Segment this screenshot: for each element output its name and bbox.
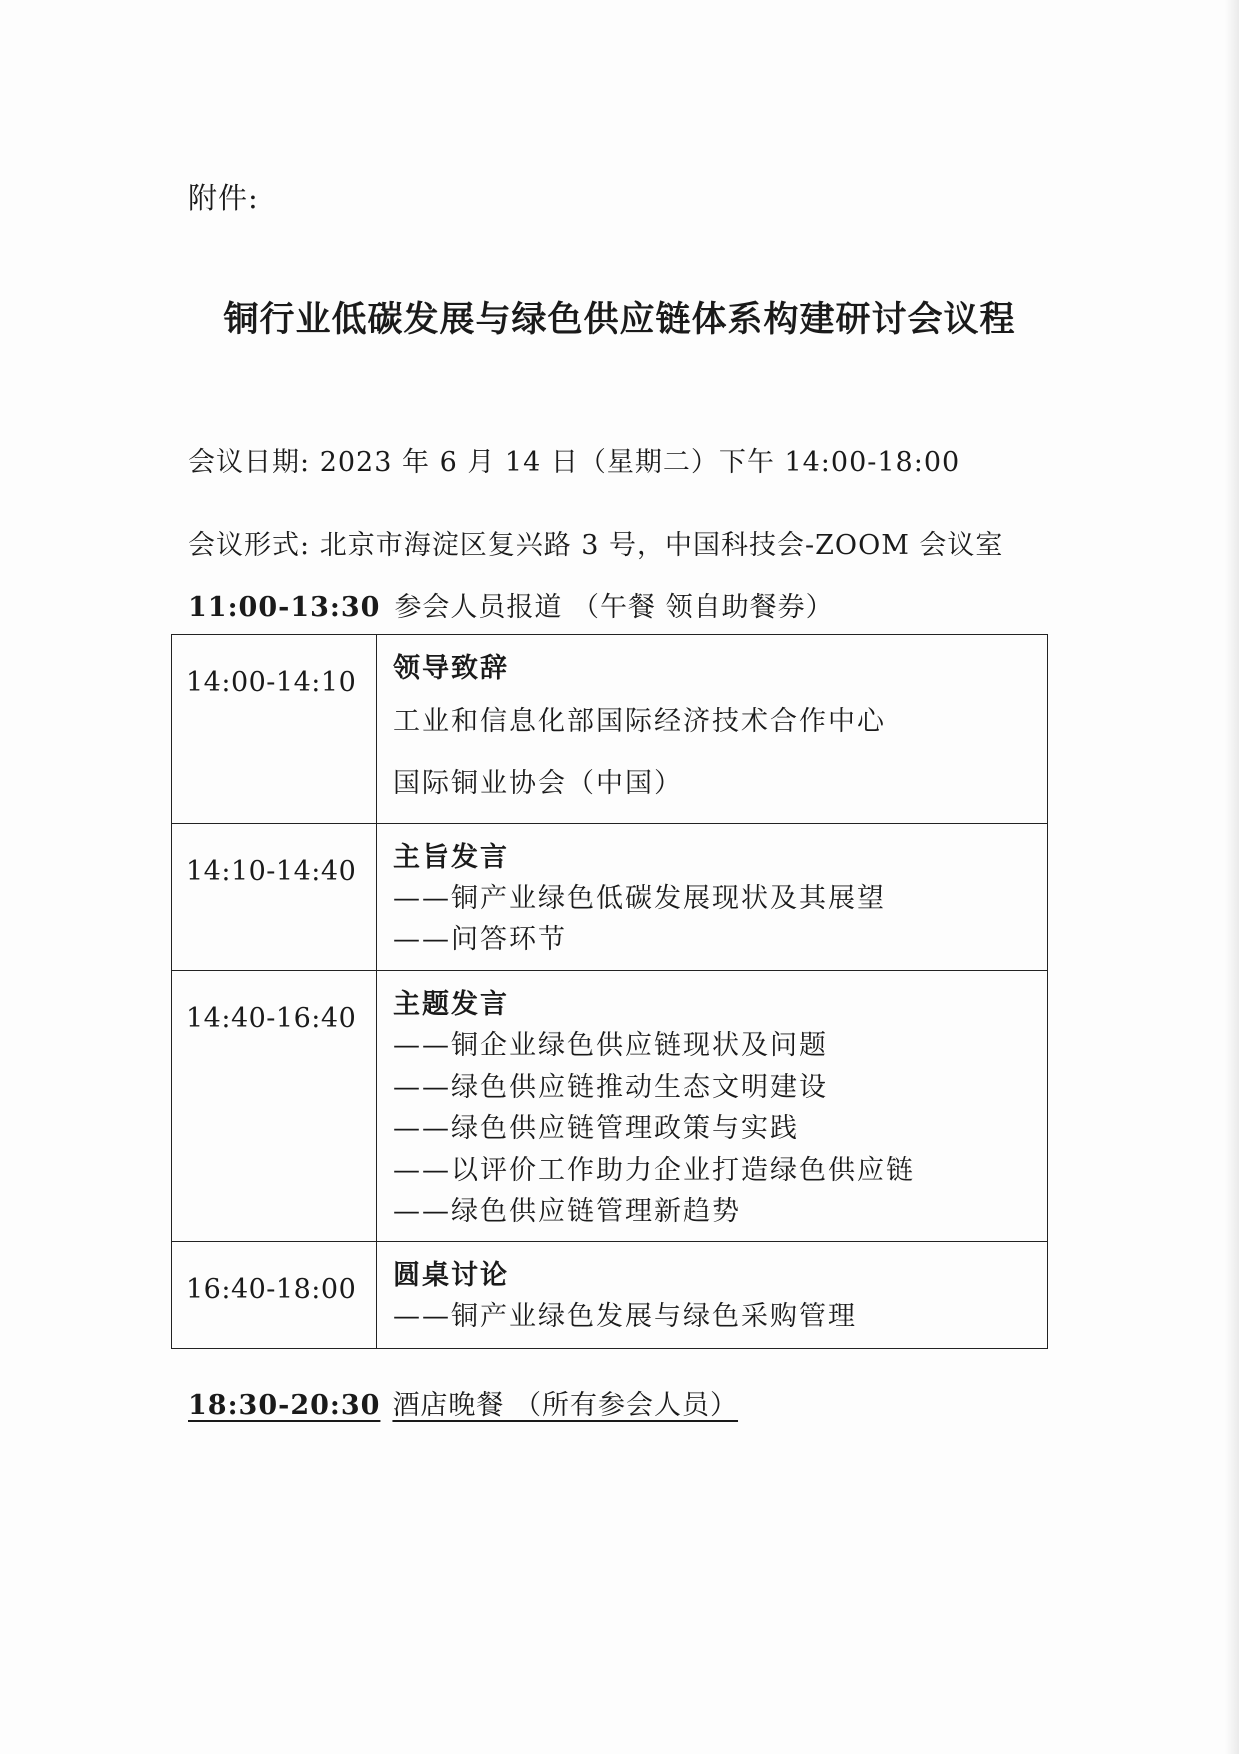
document-title: 铜行业低碳发展与绿色供应链体系构建研讨会议程 <box>223 299 1016 340</box>
agenda-content <box>377 635 1048 824</box>
dinner-text: 酒店晚餐 （所有参会人员） <box>392 1390 739 1421</box>
agenda-line: ——绿色供应链推动生态文明建设 <box>393 1071 828 1103</box>
agenda-time: 14:40-16:40 <box>172 971 377 1242</box>
agenda-line: ——铜产业绿色低碳发展现状及其展望 <box>393 883 886 914</box>
registration-time: 11:00-13:30 <box>188 592 381 623</box>
meeting-form-value: 北京市海淀区复兴路 3 号，中国科技会-ZOOM 会议室 <box>319 530 1004 561</box>
registration-text: 参会人员报道 （午餐 领自助餐券） <box>394 592 834 623</box>
agenda-line: ——绿色供应链管理政策与实践 <box>393 1113 799 1144</box>
agenda-line: ——问答环节 <box>393 924 567 955</box>
meeting-form <box>188 523 1003 562</box>
agenda-line: ——铜产业绿色发展与绿色采购管理 <box>393 1301 857 1332</box>
scan-edge-shadow <box>1225 0 1239 1754</box>
dinner-time: 18:30-20:30 <box>188 1390 381 1421</box>
agenda-row <box>172 1242 1048 1349</box>
agenda-row <box>172 824 1048 971</box>
agenda-row <box>172 971 1048 1242</box>
meeting-date <box>188 440 960 479</box>
agenda-time: 14:00-14:10 <box>172 635 377 824</box>
agenda-heading: 圆桌讨论 <box>393 1260 509 1291</box>
agenda-heading: 主题发言 <box>393 989 509 1020</box>
agenda-line: ——铜企业绿色供应链现状及问题 <box>393 1030 828 1061</box>
agenda-heading: 主旨发言 <box>393 842 509 873</box>
agenda-time: 16:40-18:00 <box>172 1242 377 1349</box>
dinner-line <box>188 1383 738 1422</box>
meeting-form-label: 会议形式: <box>188 530 311 561</box>
agenda-row <box>172 635 1048 824</box>
meeting-date-label: 会议日期: <box>188 447 311 478</box>
agenda-content <box>377 1242 1048 1349</box>
agenda-line: 国际铜业协会（中国） <box>393 768 683 799</box>
attachment-label: 附件: <box>188 181 259 215</box>
agenda-content <box>377 824 1048 971</box>
agenda-time: 14:10-14:40 <box>172 824 377 971</box>
meeting-date-value: 2023 年 6 月 14 日（星期二）下午 14:00-18:00 <box>319 447 961 478</box>
agenda-content <box>377 971 1048 1242</box>
registration-line <box>188 585 834 624</box>
agenda-heading: 领导致辞 <box>393 653 509 684</box>
agenda-table <box>171 634 1048 1349</box>
agenda-line: ——以评价工作助力企业打造绿色供应链 <box>393 1154 915 1186</box>
agenda-line: ——绿色供应链管理新趋势 <box>393 1196 741 1227</box>
agenda-line: 工业和信息化部国际经济技术合作中心 <box>393 706 886 737</box>
